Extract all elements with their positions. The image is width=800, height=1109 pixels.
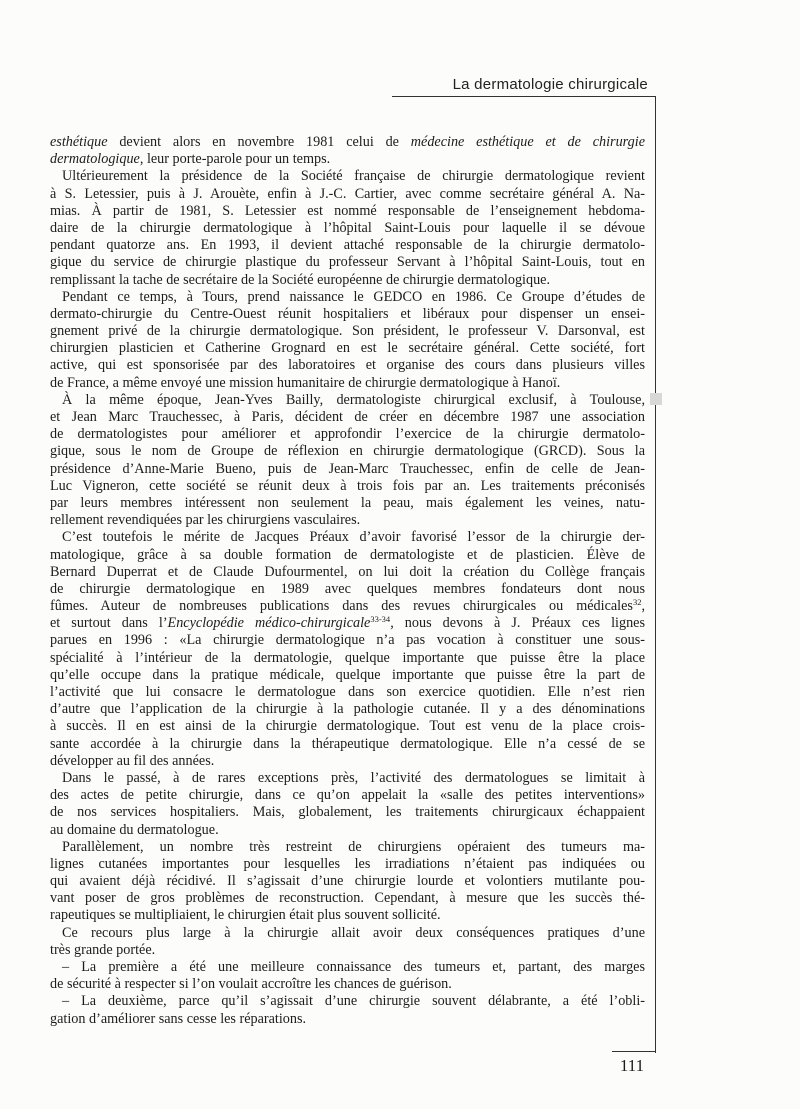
text-line [50,134,645,151]
paragraph-continued [50,134,645,168]
text-line [50,151,645,168]
paragraph [50,289,645,392]
text-line: – La première a été une meilleure connaissance des tumeurs et, partant, des marges [62,959,645,975]
page-number: 111 [619,1056,645,1075]
text-line: gnement privé de la chirurgie dermatologique. Son président, le professeur V. Darsonval, est [50,323,645,340]
body-text [50,134,645,1028]
text-line: matologique, grâce à sa double formation de dermatologiste et de plasticien. Élève de [50,546,645,563]
text-line: sante accordée à la chirurgie dans la thérapeutique dermatologique. Elle n’a cessé de se [50,735,645,752]
text-line: à succès. Il en est ainsi de la chirurgie dermatologique. Tout est venu de la place crois- [50,718,645,735]
paragraph [50,529,645,770]
text-line: mias. À partir de 1981, S. Letessier est nommé responsable de l’enseignement hebdoma- [50,202,645,219]
paragraph [50,770,645,839]
text-segment: , [641,598,645,615]
text-line: gique, sous le nom de Groupe de réflexion en chirurgie dermatologique (GRCD). Sous la [50,443,645,460]
text-line: gation d’améliorer sans cesse les réparations. [50,1010,307,1027]
text-line: rellement revendiquées par les chirurgiens vasculaires. [50,512,361,529]
text-line: Bernard Duperrat et de Claude Dufourmentel, on lui doit la création du Collège français [50,563,645,580]
text-segment: devient alors en novembre 1981 celui de [107,134,411,150]
text-line: gique du service de chirurgie plastique du professeur Servant à l’hôpital Saint-Louis, tout en [50,254,645,271]
text-line: de France, a même envoyé une mission humanitaire de chirurgie dermatologique à Hanoï. [50,374,561,391]
text-line: développer au fil des années. [50,752,215,769]
text-line: Parallèlement, un nombre très restreint de chirurgiens opéraient des tumeurs ma- [62,838,645,855]
text-segment: et surtout dans l’ [50,615,168,632]
footnote-reference: 33-34 [370,614,391,625]
text-line [50,598,645,615]
paragraph [50,959,645,993]
text-line: de dermatologistes pour améliorer et approfondir l’exercice de la chirurgie dermatolo- [50,426,645,443]
text-line: dermato-chirurgie du Centre-Ouest réunit hospitaliers et libéraux pour dispenser un ensei- [50,305,645,322]
paragraph [50,839,645,925]
italic-text: dermatologique [50,151,140,168]
italic-text: esthétique [50,134,108,150]
text-line: Ultérieurement la présidence de la Société française de chirurgie dermatologique revient [62,168,645,185]
text-line [50,615,645,632]
text-line: daire de la chirurgie dermatologique à l’hôpital Saint-Louis pour laquelle il se dévoue [50,219,645,236]
text-line: présidence d’Anne-Marie Bueno, puis de Jean-Marc Trauchessec, enfin de celle de Jean- [50,460,645,477]
text-line: de chirurgie dermatologique en 1989 avec quelques membres fondateurs dont nous [50,580,645,597]
text-line: lignes cutanées importantes pour lesquelles les irradiations n’étaient pas indiquées ou [50,855,645,872]
text-line: spécialité à l’intérieur de la dermatologie, quelque importante que puisse être la place [50,649,645,666]
margin-rule [655,96,656,1053]
text-line: à S. Letessier, puis à J. Arouète, enfin à J.-C. Cartier, avec comme secrétaire général A. Na- [50,185,645,202]
text-line: Ce recours plus large à la chirurgie allait avoir deux conséquences pratiques d’une [62,924,645,941]
italic-text: médecine esthétique et de chirurgie [410,134,645,150]
text-line: À la même époque, Jean-Yves Bailly, dermatologiste chirurgical exclusif, à Toulouse, [62,391,645,408]
text-line: – La deuxième, parce qu’il s’agissait d’une chirurgie souvent délabrante, a été l’obli- [62,993,645,1010]
text-line: rapeutiques se multipliaient, le chirurgien était plus souvent sollicité. [50,907,441,924]
text-segment: , leur porte-parole pour un temps. [139,151,331,168]
text-line: et Jean Marc Trauchessec, à Paris, décident de créer en décembre 1987 une association [50,409,645,425]
header-rule [392,96,656,97]
paragraph [50,993,645,1027]
text-line: de sécurité à respecter si l’on voulait accroître les chances de guérison. [50,976,452,993]
text-line: au domaine du dermatologue. [50,821,219,838]
text-line: très grande portée. [50,941,156,958]
text-segment: , nous devons à J. Préaux ces lignes [390,615,646,632]
paragraph [50,168,645,288]
text-line: chirurgien plasticien et Catherine Grognard en est le secrétaire général. Cette société, fort [50,340,645,357]
bleed-through-mark [650,393,662,405]
text-line: remplissant la tache de secrétaire de la Société européenne de chirurgie dermatologique. [50,271,551,288]
text-line: Dans le passé, à de rares exceptions près, l’activité des dermatologues se limitait à [62,769,645,786]
running-header: La dermatologie chirurgicale [452,76,648,93]
text-line: par leurs membres intéressent non seulement la peau, mais également les veines, natu- [50,494,645,511]
text-line: qu’elle occupe dans la pratique médicale, quelque importante que puisse être la part de [50,666,645,683]
footnote-reference: 32 [632,597,642,608]
text-line: Luc Vigneron, cette société se réunit deux à trois fois par an. Les traitements préconisés [50,477,645,494]
text-line: des actes de petite chirurgie, dans ce qu’on appelait la «salle des petites interventions» [50,787,645,804]
text-line: pendant quatorze ans. En 1993, il devient attaché responsable de la chirurgie dermatolo- [50,237,645,254]
text-line: l’activité que lui consacre le dermatologue dans son exercice quotidien. Elle n’est rien [50,684,645,700]
paragraph [50,925,645,959]
text-line: de nos services hospitaliers. Mais, globalement, les traitements chirurgicaux échappaient [50,804,645,821]
text-line: parues en 1996 : «La chirurgie dermatologique n’a pas vocation à constituer une sous- [50,632,645,649]
text-line: qui avaient déjà récidivé. Il s’agissait d’une chirurgie lourde et volontiers mutilante pou- [50,873,645,890]
text-line: d’autre que l’application de la chirurgie à la pathologie cutanée. Il y a des dénominations [50,701,645,718]
italic-text: Encyclopédie médico-chirurgicale [167,615,371,632]
paragraph [50,392,645,530]
text-line: active, qui est sponsorisée par des laboratoires et organise des cours dans plusieurs villes [50,357,645,374]
text-line: vant poser de gros problèmes de reconstruction. Cependant, à mesure que les succès thé- [50,890,645,907]
text-line: Pendant ce temps, à Tours, prend naissance le GEDCO en 1986. Ce Groupe d’études de [62,288,645,305]
footer-rule [612,1051,656,1052]
text-line: C’est toutefois le mérite de Jacques Préaux d’avoir favorisé l’essor de la chirurgie der- [62,529,645,546]
text-segment: fûmes. Auteur de nombreuses publications dans des revues chirurgicales ou médicales [50,598,633,615]
